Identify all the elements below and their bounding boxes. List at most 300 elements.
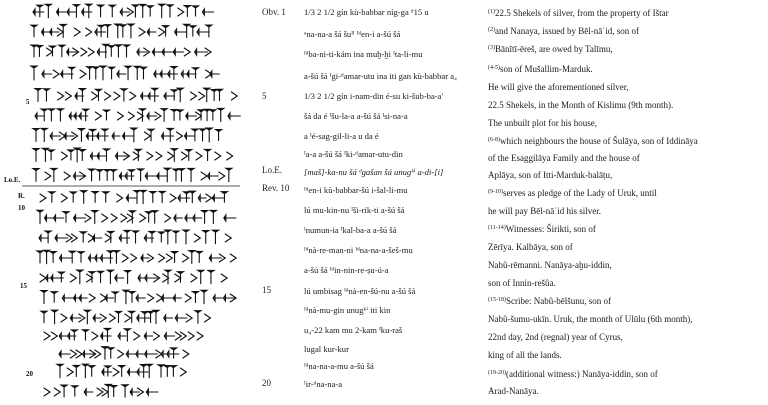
cuneiform-wedge [68,150,74,160]
cuneiform-wedge [174,215,183,221]
cuneiform-wedge [97,153,105,159]
tablet-label-5: 5 [26,98,30,106]
cuneiform-wedge [140,67,146,79]
cuneiform-wedge [150,192,156,203]
cuneiform-wedge [43,89,49,102]
cuneiform-wedge [147,6,153,16]
translit-line: šá da é ᴵšu-la-a a-šú šá ᴵsi-na-a [304,111,408,121]
cuneiform-wedge [31,45,37,57]
cuneiform-wedge [89,272,95,283]
cuneiform-wedge [187,71,196,77]
cuneiform-wedge [70,315,81,321]
translit-line: [maš]-ka-nu šá ᵈgašan šá unugᵏⁱ a-di-[i] [304,167,444,177]
cuneiform-wedge [178,8,184,16]
cuneiform-wedge [102,347,108,360]
cuneiform-wedge [184,24,190,37]
cuneiform-wedge [164,366,170,377]
cuneiform-wedge [158,365,164,377]
cuneiform-wedge [227,152,233,160]
cuneiform-wedge [230,254,236,262]
cuneiform-wedge [77,270,83,284]
cuneiform-wedge [218,108,224,121]
cuneiform-wedge [141,365,147,378]
cuneiform-wedge [113,251,119,264]
cuneiform-wedge [40,194,46,202]
translation-line: Nabû-šumu-ukīn. Uruk, the month of Ulūlu (6th month), [488,314,693,324]
cuneiform-wedge [117,112,123,120]
cuneiform-wedge [140,4,146,17]
cuneiform-wedge [115,275,124,281]
cuneiform-wedge [109,67,115,79]
cuneiform-wedge [208,173,219,179]
cuneiform-wedge [70,350,76,358]
cuneiform-wedge [204,88,210,102]
cuneiform-wedge [51,332,57,340]
tablet-label-r: R. [18,192,25,200]
cuneiform-wedge [47,48,53,56]
cuneiform-wedge [103,110,109,120]
cuneiform-wedge [212,195,223,201]
cuneiform-wedge [149,231,155,242]
cuneiform-wedge [50,252,56,263]
cuneiform-wedge [89,366,95,377]
translit-line: 1/3 2 1/2 gín kù-babbar níg-ga ᵈ15 u [304,7,429,17]
cuneiform-wedge [44,332,50,340]
cuneiform-wedge [45,231,51,243]
cuneiform-wedge [51,168,57,181]
translation-line: king of all the lands. [488,350,562,360]
cuneiform-wedge [54,388,60,396]
cuneiform-wedge [130,92,136,100]
cuneiform-wedge [219,172,225,180]
translit-line: ᵃna-na-a šá šuᴵᴵ ᴵᵈen-i a-šú šá [304,29,401,39]
cuneiform-wedge [39,235,48,241]
cuneiform-wedge [193,6,199,16]
cuneiform-wedge [98,271,104,282]
cuneiform-wedge [204,109,210,120]
cuneiform-wedge [124,230,130,243]
cuneiform-wedge [189,191,195,203]
marker-obv-1: Obv. 1 [262,7,286,17]
cuneiform-wedge [112,133,120,139]
cuneiform-wedge [197,332,203,340]
cuneiform-wedge [215,152,221,160]
cuneiform-wedge [206,25,212,37]
cuneiform-wedge [175,332,181,340]
cuneiform-wedge [72,386,78,396]
cuneiform-wedge [117,194,123,202]
cuneiform-wedge [165,230,171,244]
cuneiform-wedge [161,295,173,301]
cuneiform-wedge [65,92,71,100]
cuneiform-wedge [121,89,127,101]
cuneiform-wedge [100,66,106,80]
cuneiform-wedge [152,88,158,101]
cuneiform-wedge [146,212,152,223]
cuneiform-wedge [128,24,134,38]
cuneiform-wedge [107,270,113,284]
cuneiform-wedge [44,388,50,396]
cuneiform-wedge [211,90,217,101]
cuneiform-wedge [64,172,70,180]
cuneiform-wedge [216,130,222,141]
cuneiform-wedge [41,311,47,323]
cuneiform-wedge [50,29,59,35]
cuneiform-wedge [137,315,150,321]
cuneiform-wedge [92,211,98,224]
cuneiform-wedge [140,214,146,222]
cuneiform-wedge [122,254,128,262]
cuneiform-wedge [196,251,202,262]
cuneiform-wedge [122,385,128,397]
translation-line: Aplāya, son of Itti-Marduk-balāṭu, [488,170,613,180]
cuneiform-wedge [159,4,165,18]
cuneiform-wedge [115,311,121,322]
cuneiform-wedge [108,348,114,358]
translation-line: $^{(3)}$Bānītī-ēreš, are owed by Talīmu, [488,44,613,54]
cuneiform-wedge [115,24,121,38]
translation-line: Nabû-rēmanni. Nanāya-aḫu-iddin, [488,260,612,270]
cuneiform-wedge [51,292,57,303]
cuneiform-wedge [112,292,118,302]
cuneiform-wedge [159,191,165,202]
translit-line: ᴵᵈba-ni-ti-kám ina muḫ-ḫi ᴵta-li-mu [304,49,423,59]
cuneiform-wedge [50,133,60,139]
cuneiform-wedge [101,333,112,339]
cuneiform-wedge [213,295,222,301]
cuneiform-wedge [184,6,190,17]
cuneiform-wedge [142,312,148,323]
cuneiform-wedge [105,25,111,38]
cuneiform-wedge [147,113,157,119]
cuneiform-wedge [231,92,237,100]
translation-line: Zērīya. Kalbāya, son of [488,242,573,252]
cuneiform-wedge [184,133,194,139]
cuneiform-wedge [97,170,103,181]
translit-line: lú umbisag ᴵᵈnà-en-šú-nu a-šú šá [304,286,416,296]
cuneiform-wedge [33,129,39,142]
cuneiform-wedge [188,332,194,340]
cuneiform-wedge [35,89,41,102]
cuneiform-wedge [140,190,146,203]
cuneiform-wedge [61,152,67,160]
cuneiform-wedge [199,92,205,100]
cuneiform-wedge [105,295,114,301]
cuneiform-wedge [33,169,39,182]
cuneiform-wedge [148,294,154,302]
cuneiform-wedge [175,315,187,321]
cuneiform-wedge [52,310,58,324]
cuneiform-wedge [44,250,50,263]
cuneiform-wedge [81,48,87,56]
translit-line: u₄-22 kam mu 2-kam ᴵku-raš [304,325,403,335]
cuneiform-wedge [146,389,158,395]
translation-line: son of Innin-rešûa. [488,278,556,288]
cuneiform-wedge [111,386,117,397]
cuneiform-wedge [114,92,120,100]
cuneiform-wedge [146,364,152,378]
cuneiform-wedge [103,192,109,202]
cuneiform-wedge [165,270,171,284]
cuneiform-wedge [70,274,76,282]
cuneiform-wedge [124,329,130,341]
cuneiform-wedge [87,67,93,80]
cuneiform-wedge [102,214,108,222]
cuneiform-wedge [59,351,70,357]
cuneiform-wedge [161,109,167,122]
cuneiform-wedge [141,255,149,261]
cuneiform-wedge [198,270,204,284]
cuneiform-wedge [200,129,206,141]
cuneiform-wedge [54,215,64,221]
cuneiform-wedge [168,152,174,160]
cuneiform-wedge [86,28,92,36]
cuneiform-wedge [118,333,126,339]
cuneiform-wedge [117,71,126,77]
cuneiform-wedge [73,365,79,376]
translit-line: a-šú šá ᴵgi-ᵈamar-utu ina iti gan kù-babbar a₄ [304,71,458,81]
cuneiform-wedge [33,9,44,15]
cuneiform-wedge [125,314,131,322]
translation-line: $^{(11-14)}$Witnesses: Širikti, son of [488,224,596,234]
cuneiform-wedge [175,274,181,282]
cuneiform-wedge [145,351,158,357]
cuneiform-wedge [202,9,213,15]
marker-rev-10: Rev. 10 [262,183,290,193]
translation-line: The unbuilt plot for his house, [488,118,597,128]
cuneiform-wedge [209,255,221,261]
cuneiform-wedge [208,270,214,283]
cuneiform-wedge [205,149,211,160]
cuneiform-wedge [58,92,64,100]
cuneiform-wedge [173,231,179,243]
cuneiform-wedge [156,152,162,160]
cuneiform-wedge [44,215,53,221]
cuneiform-wedge [41,109,47,121]
cuneiform-wedge [164,168,170,182]
cuneiform-wedge [115,45,121,57]
cuneiform-wedge [131,128,137,142]
cuneiform-hand-copy [0,0,262,405]
cuneiform-wedge [228,113,240,119]
cuneiform-wedge [145,173,157,179]
cuneiform-wedge [103,149,109,161]
cuneiform-wedge [224,215,236,221]
cuneiform-wedge [216,89,222,100]
cuneiform-wedge [171,110,177,121]
cuneiform-wedge [58,272,64,282]
cuneiform-wedge [92,92,98,100]
cuneiform-wedge [125,173,134,179]
cuneiform-wedge [171,348,177,358]
cuneiform-wedge [190,26,196,36]
cuneiform-wedge [82,9,92,15]
cuneiform-wedge [158,232,164,242]
cuneiform-wedge [82,364,88,378]
cuneiform-wedge [178,195,190,201]
cuneiform-wedge [137,49,147,55]
cuneiform-wedge [53,70,59,78]
cuneiform-wedge [165,214,171,222]
cuneiform-wedge [102,129,108,141]
cuneiform-wedge [205,314,211,322]
cuneiform-wedge [41,291,47,304]
cuneiform-wedge [73,5,79,18]
translation-line: he will pay Bēl-nāʾid his silver. [488,206,601,216]
translit-line: ᴵa-a a-šú šá ᴵki-ᵈamar-utu-din [304,149,403,159]
cuneiform-wedge [128,112,134,120]
cuneiform-wedge [133,231,139,243]
marker-20: 20 [262,378,271,388]
cuneiform-wedge [168,71,178,77]
cuneiform-wedge [120,25,126,37]
translit-line: lú mu-kin-nu ᴵši-rik-ti a-šú šá [304,205,405,215]
cuneiform-wedge [164,333,174,339]
cuneiform-wedge [78,129,84,142]
cuneiform-wedge [189,250,195,263]
cuneiform-wedge [88,48,94,56]
cuneiform-wedge [183,350,189,358]
cuneiform-wedge [113,368,119,376]
translation-line: $^{(4-5)}$son of Mušallim-Marduk. [488,64,593,74]
cuneiform-wedge [188,168,194,181]
translit-line: a ᴵé-sag-gil-li-a u da é [304,131,379,141]
cuneiform-wedge [164,93,175,99]
cuneiform-wedge [48,109,54,121]
cuneiform-wedge [31,25,37,37]
cuneiform-wedge [134,191,140,204]
cuneiform-wedge [93,67,99,79]
marker-15: 15 [262,285,271,295]
cuneiform-wedge [111,214,117,222]
cuneiform-wedge [192,292,198,303]
cuneiform-wedge [148,93,159,99]
cuneiform-wedge [105,234,111,242]
cuneiform-wedge [175,29,186,35]
cuneiform-wedge [79,89,85,102]
cuneiform-wedge [190,92,196,100]
cuneiform-wedge [79,113,87,119]
cuneiform-wedge [104,170,110,181]
cuneiform-wedge [136,295,145,301]
cuneiform-wedge [97,133,109,139]
cuneiform-wedge [201,290,207,304]
cuneiform-wedge [92,192,98,203]
cuneiform-wedge [120,9,129,15]
cuneiform-wedge [63,212,69,223]
cuneiform-wedge [71,330,77,340]
cuneiform-wedge [178,169,184,182]
cuneiform-wedge [134,332,140,340]
cuneiform-wedge [74,215,86,221]
translation-line: of the Esaggilāya Family and the house of [488,153,640,163]
translation-line: He will give the aforementioned silver, [488,82,629,92]
cuneiform-wedge [144,132,150,140]
cuneiform-wedge [172,252,178,263]
cuneiform-wedge [109,314,115,322]
cuneiform-wedge [226,168,232,181]
cuneiform-wedge [61,194,67,202]
cuneiform-wedge [48,150,54,160]
cuneiform-wedge [57,364,63,377]
cuneiform-wedge [42,71,52,77]
cuneiform-wedge [59,255,72,261]
cuneiform-wedge [119,235,129,241]
cuneiform-wedge [212,230,218,244]
cuneiform-wedge [183,254,189,262]
cuneiform-wedge [138,169,144,181]
cuneiform-wedge [41,128,47,141]
cuneiform-wedge [135,149,141,160]
cuneiform-wedge [105,92,111,100]
cuneiform-wedge [79,295,87,301]
cuneiform-wedge [69,251,75,263]
cuneiform-wedge [104,328,110,341]
tablet-label-lo-e: Lo.E. [4,176,21,184]
cuneiform-wedge [137,369,148,375]
cuneiform-wedge [176,132,182,140]
cuneiform-wedge [89,169,95,181]
cuneiform-wedge [92,332,98,340]
cuneiform-wedge [82,330,88,340]
cuneiform-wedge [159,28,165,36]
cuneiform-wedge [93,315,101,321]
cuneiform-wedge [33,149,39,162]
cuneiform-wedge [36,46,42,57]
tablet-label-15: 15 [20,282,27,290]
cuneiform-wedge [95,29,106,35]
cuneiform-wedge [74,28,80,36]
cuneiform-wedge [210,71,219,77]
cuneiform-wedge [35,113,43,119]
cuneiform-wedge [49,192,55,202]
cuneiform-wedge [105,366,111,376]
cuneiform-wedge [67,9,75,15]
translation-line: $^{(19-20)}$(additional witness:) Nanāya-iddin, son of [488,369,658,379]
cuneiform-wedge [177,88,183,102]
cuneiform-wedge [86,4,92,18]
cuneiform-wedge [78,252,84,263]
translation-line: $^{(9-10)}$serves as pledge of the Lady of Uruk, until [488,188,657,198]
cuneiform-wedge [192,129,198,141]
cuneiform-wedge [184,48,190,56]
translit-line: ᴵᵈna-na-a-mu a-šú šá [304,361,374,371]
cuneiform-wedge [80,70,86,78]
cuneiform-wedge [98,5,104,17]
cuneiform-wedge [90,129,96,140]
cuneiform-wedge [128,170,134,180]
cuneiform-wedge [59,45,65,57]
cuneiform-wedge [196,152,202,160]
translation-line: 22.5 Shekels, in the Month of Kislimu (9th month). [488,100,674,110]
cuneiform-wedge [108,46,114,57]
cuneiform-wedge [92,235,101,241]
translit-line: ᴵᵈen-i kù-babbar-šú i-šal-li-mu [304,185,408,195]
cuneiform-wedge [95,112,101,120]
cuneiform-wedge [170,194,176,202]
cuneiform-wedge [98,25,104,36]
cuneiform-wedge [198,195,206,201]
cuneiform-wedge [124,45,130,57]
cuneiform-wedge [171,90,177,100]
cuneiform-wedge [37,210,43,223]
translation-line: $^{(15-18)}$Scribe: Nabû-bēlšunu, son of [488,296,611,306]
cuneiform-wedge [147,29,156,35]
cuneiform-wedge [125,66,131,80]
cuneiform-wedge [147,152,153,160]
cuneiform-wedge [139,28,145,36]
cuneiform-wedge [177,110,183,120]
